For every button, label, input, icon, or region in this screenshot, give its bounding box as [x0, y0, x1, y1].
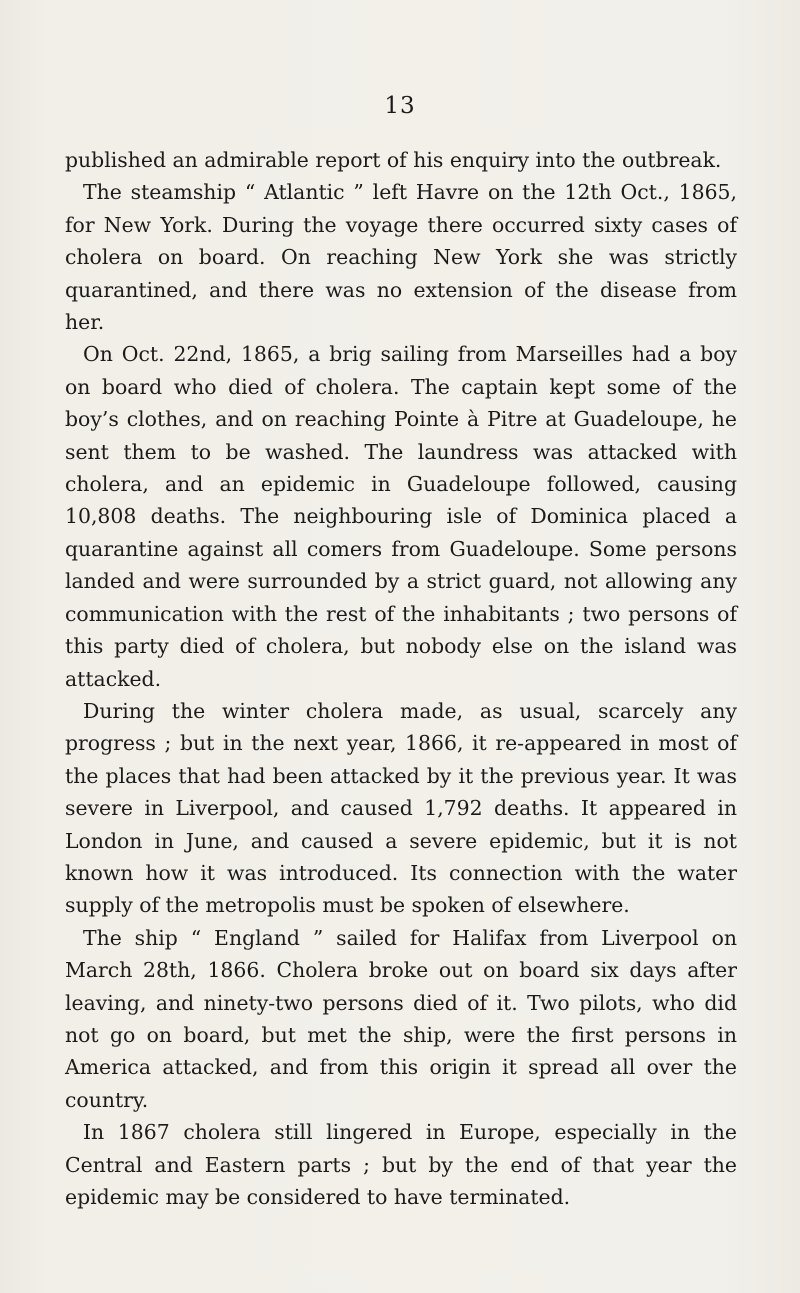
paragraph-1867-termination: In 1867 cholera still lingered in Europe, especially in the Central and Eastern parts ; but by the end of that year the epidemic may be considered to have terminated. — [65, 1120, 737, 1209]
paragraph-guadeloupe-epidemic: On Oct. 22nd, 1865, a brig sailing from Marseilles had a boy on board who died of cholera. The captain kept some of the boy’s clothes, and on reaching Pointe à Pitre at Guadeloupe, he sent them to be washed. The laundress was attacked with cholera, and an epidemic in Guadeloupe followed, causing 10,808 deaths. The neighbouring isle of Dominica placed a quarantine against all comers from Guadeloupe. Some persons landed and were surrounded by a strict guard, not allowing any communication with the rest of the inhabitants ; two persons of this party died of cholera, but nobody else on the island was attacked. — [65, 342, 737, 691]
page-number: 13 — [384, 93, 416, 119]
paragraph-continuation: published an admirable report of his enquiry into the outbreak. — [65, 148, 722, 172]
paragraph-england-ship: The ship “ England ” sailed for Halifax from Liverpool on March 28th, 1866. Cholera broke out on board six days after leaving, and ninety-two persons died of it. Two pilots, who did not go on board, but met the ship, were the first persons in America attacked, and from this origin it spread all over the country. — [65, 925, 737, 1112]
paragraph-1866-reappearance: During the winter cholera made, as usual, scarcely any progress ; but in the next year, 1866, it re-appeared in most of the places that had been attacked by it the previous year. It was severe in Liverpool, and caused 1,792 deaths. It appeared in London in June, and caused a severe epidemic, but it is not known how it was introduced. Its connection with the water supply of the metropolis must be spoken of elsewhere. — [65, 698, 737, 918]
paragraph-atlantic-steamship: The steamship “ Atlantic ” left Havre on the 12th Oct., 1865, for New York. During the voyage there occurred sixty cases of cholera on board. On reaching New York she was strictly quarantined, and there was no extension of the disease from her. — [65, 180, 737, 335]
body-text — [65, 144, 737, 1213]
